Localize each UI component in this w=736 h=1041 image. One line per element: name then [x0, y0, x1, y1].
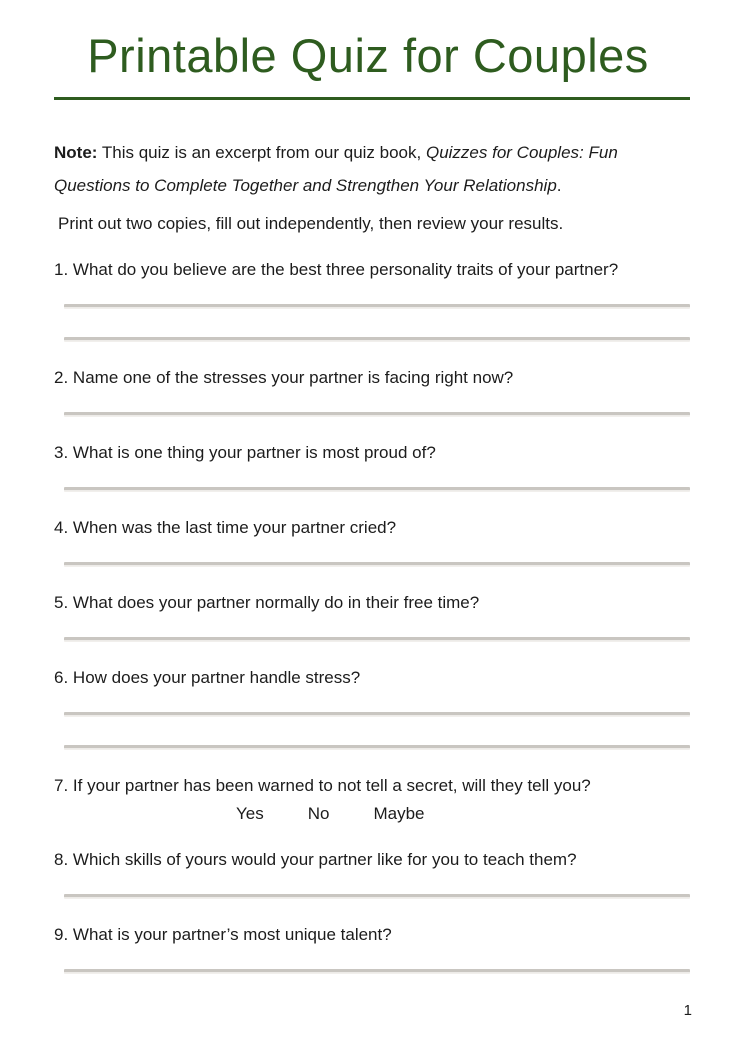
question-number: 1.	[54, 260, 69, 279]
question-text: What do you believe are the best three personality traits of your partner?	[72, 260, 619, 279]
option-maybe: Maybe	[373, 804, 425, 823]
question	[54, 443, 690, 492]
option-no: No	[307, 804, 330, 823]
question	[54, 850, 690, 899]
answer-line	[64, 562, 690, 567]
question	[54, 593, 690, 642]
question-list	[54, 260, 690, 974]
note-body: This quiz is an excerpt from our quiz book,	[97, 143, 426, 162]
answer-lines	[54, 412, 690, 417]
answer-line	[64, 304, 690, 309]
option-yes: Yes	[236, 804, 264, 823]
question-number: 5.	[54, 593, 69, 612]
question	[54, 260, 690, 342]
answer-line	[64, 337, 690, 342]
book-title-line2: Questions to Complete Together and Strengthen Your Relationship	[54, 176, 557, 195]
answer-lines	[54, 894, 690, 899]
question-number: 3.	[54, 443, 69, 462]
question-text: When was the last time your partner cried?	[72, 518, 397, 537]
question-text: Which skills of yours would your partner like for you to teach them?	[72, 850, 577, 869]
answer-line	[64, 487, 690, 492]
answer-lines	[54, 637, 690, 642]
question-number: 4.	[54, 518, 69, 537]
question-text-line	[54, 368, 690, 388]
question	[54, 776, 690, 824]
question-text-line	[54, 593, 690, 613]
note-suffix: .	[556, 176, 562, 195]
answer-lines	[54, 969, 690, 974]
question-text: What is your partner’s most unique talent?	[72, 925, 392, 944]
question	[54, 518, 690, 567]
question-text-line	[54, 850, 690, 870]
question-text: How does your partner handle stress?	[72, 668, 361, 687]
note-paragraph	[54, 136, 652, 202]
answer-line	[64, 412, 690, 417]
question-number: 8.	[54, 850, 69, 869]
question-text-line	[54, 776, 690, 796]
instructions-text: Print out two copies, fill out independently, then review your results.	[58, 214, 564, 233]
answer-lines	[54, 712, 690, 750]
question-number: 2.	[54, 368, 69, 387]
answer-line	[64, 969, 690, 974]
question-text-line	[54, 668, 690, 688]
question	[54, 925, 690, 974]
options-row	[236, 804, 690, 824]
answer-line	[64, 637, 690, 642]
question-text: What does your partner normally do in their free time?	[72, 593, 480, 612]
title-divider	[54, 97, 690, 100]
page-number: 1	[683, 1002, 692, 1019]
answer-lines	[54, 304, 690, 342]
book-title-line1: Quizzes for Couples: Fun	[425, 143, 618, 162]
question-number: 7.	[54, 776, 69, 795]
page-content	[0, 136, 736, 974]
page-title: Printable Quiz for Couples	[87, 29, 649, 82]
question-text-line	[54, 925, 690, 945]
answer-line	[64, 894, 690, 899]
note-label: Note:	[54, 143, 98, 162]
answer-lines	[54, 487, 690, 492]
question-text-line	[54, 443, 690, 463]
answer-line	[64, 712, 690, 717]
question-text: What is one thing your partner is most proud of?	[72, 443, 436, 462]
answer-line	[64, 745, 690, 750]
question	[54, 668, 690, 750]
question-number: 9.	[54, 925, 69, 944]
question-number: 6.	[54, 668, 69, 687]
question-text-line	[54, 260, 690, 280]
question	[54, 368, 690, 417]
question-text: Name one of the stresses your partner is facing right now?	[72, 368, 514, 387]
question-text: If your partner has been warned to not tell a secret, will they tell you?	[72, 776, 591, 795]
answer-lines	[54, 562, 690, 567]
question-text-line	[54, 518, 690, 538]
